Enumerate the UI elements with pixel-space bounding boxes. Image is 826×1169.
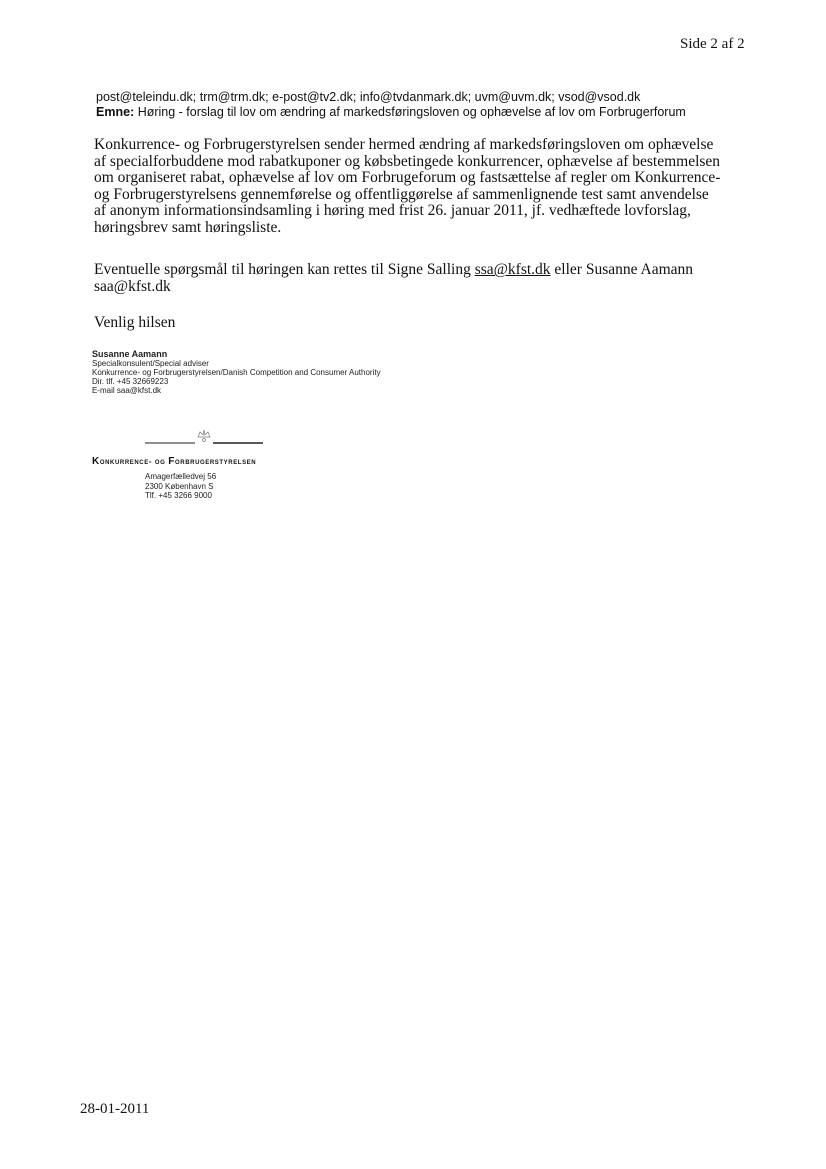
org-name-cap: K xyxy=(92,456,100,467)
organization-name xyxy=(92,456,256,467)
greeting: Venlig hilsen xyxy=(94,314,176,331)
org-name-part: onkurrence- og xyxy=(99,457,169,466)
address-street: Amagerfælledvej 56 xyxy=(145,472,217,481)
email-link-susanne[interactable]: saa@kfst.dk xyxy=(94,278,171,295)
address-city: 2300 København S xyxy=(145,481,214,491)
questions-paragraph xyxy=(94,261,754,295)
questions-text: Eventuelle spørgsmål til høringen kan rettes til Signe Salling xyxy=(94,261,475,278)
body-line: om organiseret rabat, ophævelse af lov om Forbrugeforum og fastsættelse af regler om Konkurrence- xyxy=(94,169,721,187)
footer-date: 28-01-2011 xyxy=(80,1101,150,1117)
signature-title: Specialkonsulent/Special adviser xyxy=(92,359,209,368)
signature-block xyxy=(92,350,381,395)
page-number: Side 2 af 2 xyxy=(680,36,745,52)
body-line: af anonym informationsindsamling i høring med frist 26. januar 2011, jf. vedhæftede lovforslag, xyxy=(94,202,691,220)
subject-line xyxy=(96,105,686,120)
body-line: høringsbrev samt høringsliste. xyxy=(94,218,282,236)
body-line: af specialforbuddene mod rabatkuponer og købsbetingede konkurrencer, ophævelse af bestemmelsen xyxy=(94,152,721,170)
signature-name: Susanne Aamann xyxy=(92,349,168,359)
signature-org: Konkurrence- og Forbrugerstyrelsen/Danish Competition and Consumer Authority xyxy=(92,368,381,377)
crown-logo-icon xyxy=(140,428,270,450)
address-phone: Tlf. +45 3266 9000 xyxy=(145,491,212,500)
recipients-line: post@teleindu.dk; trm@trm.dk; e-post@tv2.dk; info@tvdanmark.dk; uvm@uvm.dk; vsod@vsod.dk xyxy=(96,90,641,104)
signature-email: E-mail saa@kfst.dk xyxy=(92,386,162,395)
body-paragraph xyxy=(94,137,754,237)
signature-phone: Dir. tlf. +45 32669223 xyxy=(92,377,169,386)
email-link-signe[interactable]: ssa@kfst.dk xyxy=(474,261,551,278)
body-line: Konkurrence- og Forbrugerstyrelsen sender hermed ændring af markedsføringsloven om ophævelse xyxy=(94,136,714,153)
questions-line xyxy=(94,261,754,278)
address-block xyxy=(145,472,216,501)
email-header xyxy=(96,90,686,120)
org-name-part: orbrugerstyrelsen xyxy=(175,457,257,466)
subject-text: Høring - forslag til lov om ændring af markedsføringsloven og ophævelse af lov om Forbrugerforum xyxy=(137,105,686,119)
subject-label: Emne: xyxy=(96,105,135,119)
body-line: og Forbrugerstyrelsens gennemførelse og offentliggørelse af sammenlignende test samt anvendelse xyxy=(94,185,709,203)
questions-text-after: eller Susanne Aamann xyxy=(550,261,694,278)
org-name-cap: F xyxy=(168,456,175,467)
